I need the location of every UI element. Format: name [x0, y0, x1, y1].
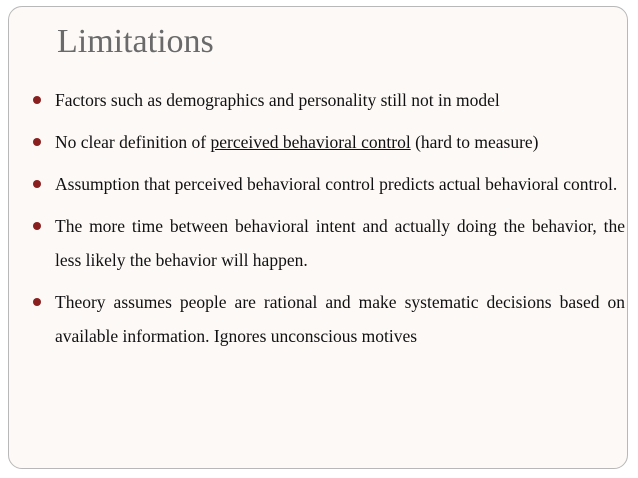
bullet-item: [33, 285, 625, 353]
bullet-dot-icon: [33, 138, 41, 146]
bullet-dot-icon: [33, 96, 41, 104]
bullet-text: Assumption that perceived behavioral control predicts actual behavioral control.: [55, 174, 618, 194]
bullet-text-post: (hard to measure): [410, 132, 539, 152]
bullet-list: [33, 83, 625, 361]
bullet-item: [33, 167, 625, 201]
slide-title: Limitations: [57, 23, 214, 60]
bullet-text: Factors such as demographics and personality still not in model: [55, 90, 500, 110]
bullet-dot-icon: [33, 180, 41, 188]
bullet-text: Theory assumes people are rational and make systematic decisions based on available information. Ignores unconscious motives: [55, 292, 625, 346]
bullet-text: The more time between behavioral intent and actually doing the behavior, the less likely the behavior will happen.: [55, 216, 625, 270]
bullet-text-pre: No clear definition of: [55, 132, 211, 152]
slide-frame: [8, 6, 628, 469]
bullet-item: [33, 83, 625, 117]
bullet-dot-icon: [33, 298, 41, 306]
underlined-term: perceived behavioral control: [210, 132, 411, 152]
bullet-item: [33, 125, 625, 159]
bullet-item: [33, 209, 625, 277]
bullet-dot-icon: [33, 222, 41, 230]
